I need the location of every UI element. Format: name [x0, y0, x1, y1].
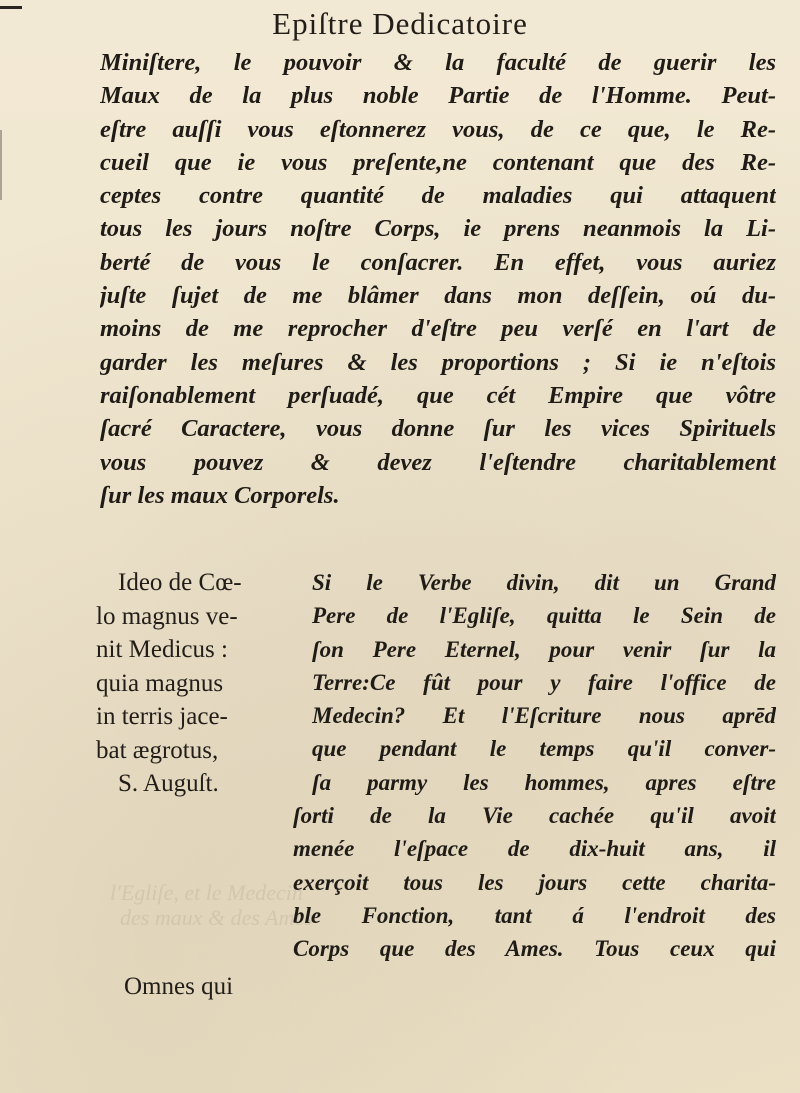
text-line: eſtre auſſi vous eſtonnerez vous, de ce que, le Re- — [100, 115, 776, 143]
text-line: moins de me reprocher d'eſtre peu verſé en l'art de — [100, 315, 776, 343]
side-line: que pendant le temps qu'il conver- — [312, 736, 776, 762]
side-line: ſa parmy les hommes, apres eſtre — [312, 769, 776, 795]
marginal-line: in terris jace- — [96, 703, 228, 730]
side-line: Terre:Ce fût pour y faire l'office de — [312, 669, 776, 695]
side-line: Medecin? Et l'Eſcriture nous aprēd — [312, 703, 776, 729]
text-line: ceptes contre quantité de maladies qui attaquent — [100, 182, 776, 210]
lower-line: ſorti de la Vie cachée qu'il avoit — [293, 803, 776, 828]
side-line: Pere de l'Egliſe, quitta le Sein de — [312, 603, 776, 629]
page-header: Epiſtre Dedicatoire — [272, 6, 528, 41]
marginal-line: bat ægrotus, — [96, 736, 219, 764]
text-line: raiſonablement perſuadé, que cét Empire que vôtre — [100, 381, 776, 409]
text-line: ſacré Caractere, vous donne ſur les vices Spirituels — [100, 415, 776, 443]
marginal-line: nit Medicus : — [96, 636, 228, 663]
marginal-line: Ideo de Cœ- — [118, 569, 242, 596]
lower-paragraph — [293, 799, 776, 965]
text-line-last: ſur les maux Corporels. — [100, 481, 340, 509]
text-line: Miniſtere, le pouvoir & la faculté de guerir les — [100, 49, 776, 76]
text-line: cueil que ie vous preſente,ne contenant que des Re- — [100, 148, 776, 176]
main-paragraph — [100, 46, 776, 512]
marginal-note — [96, 566, 296, 801]
marginal-citation: S. Auguſt. — [118, 770, 219, 797]
lower-line: Corps que des Ames. Tous ceux qui — [293, 936, 776, 962]
lower-line: ble Fonction, tant á l'endroit des — [293, 902, 776, 928]
marginal-catchword: Omnes qui — [124, 973, 234, 1000]
text-line: juſte ſujet de me blâmer dans mon deſſein, oú du- — [100, 282, 776, 310]
text-line: berté de vous le conſacrer. En effet, vous auriez — [100, 248, 776, 276]
text-line: Maux de la plus noble Partie de l'Homme. Peut- — [100, 82, 776, 110]
bleed-through-text: des maux & des Ames — [120, 905, 313, 930]
marginal-line: lo magnus ve- — [96, 602, 238, 630]
text-line: vous pouvez & devez l'eſtendre charitablement — [100, 448, 776, 476]
side-paragraph — [312, 566, 776, 799]
side-line: ſon Pere Eternel, pour venir ſur la — [312, 636, 776, 662]
bleed-through-text: l'Egliſe, et le Medecin — [110, 880, 303, 905]
side-line: Si le Verbe divin, dit un Grand — [312, 570, 776, 595]
text-line: tous les jours noſtre Corps, ie prens neanmois la Li- — [100, 215, 776, 243]
edge-mark-left — [0, 130, 2, 200]
lower-line: exerçoit tous les jours cette charita- — [293, 869, 776, 895]
marginal-line: quia magnus — [96, 669, 224, 697]
lower-line: menée l'eſpace de dix-huit ans, il — [293, 836, 776, 862]
text-line: garder les meſures & les proportions ; Si ie n'eſtois — [100, 348, 776, 376]
